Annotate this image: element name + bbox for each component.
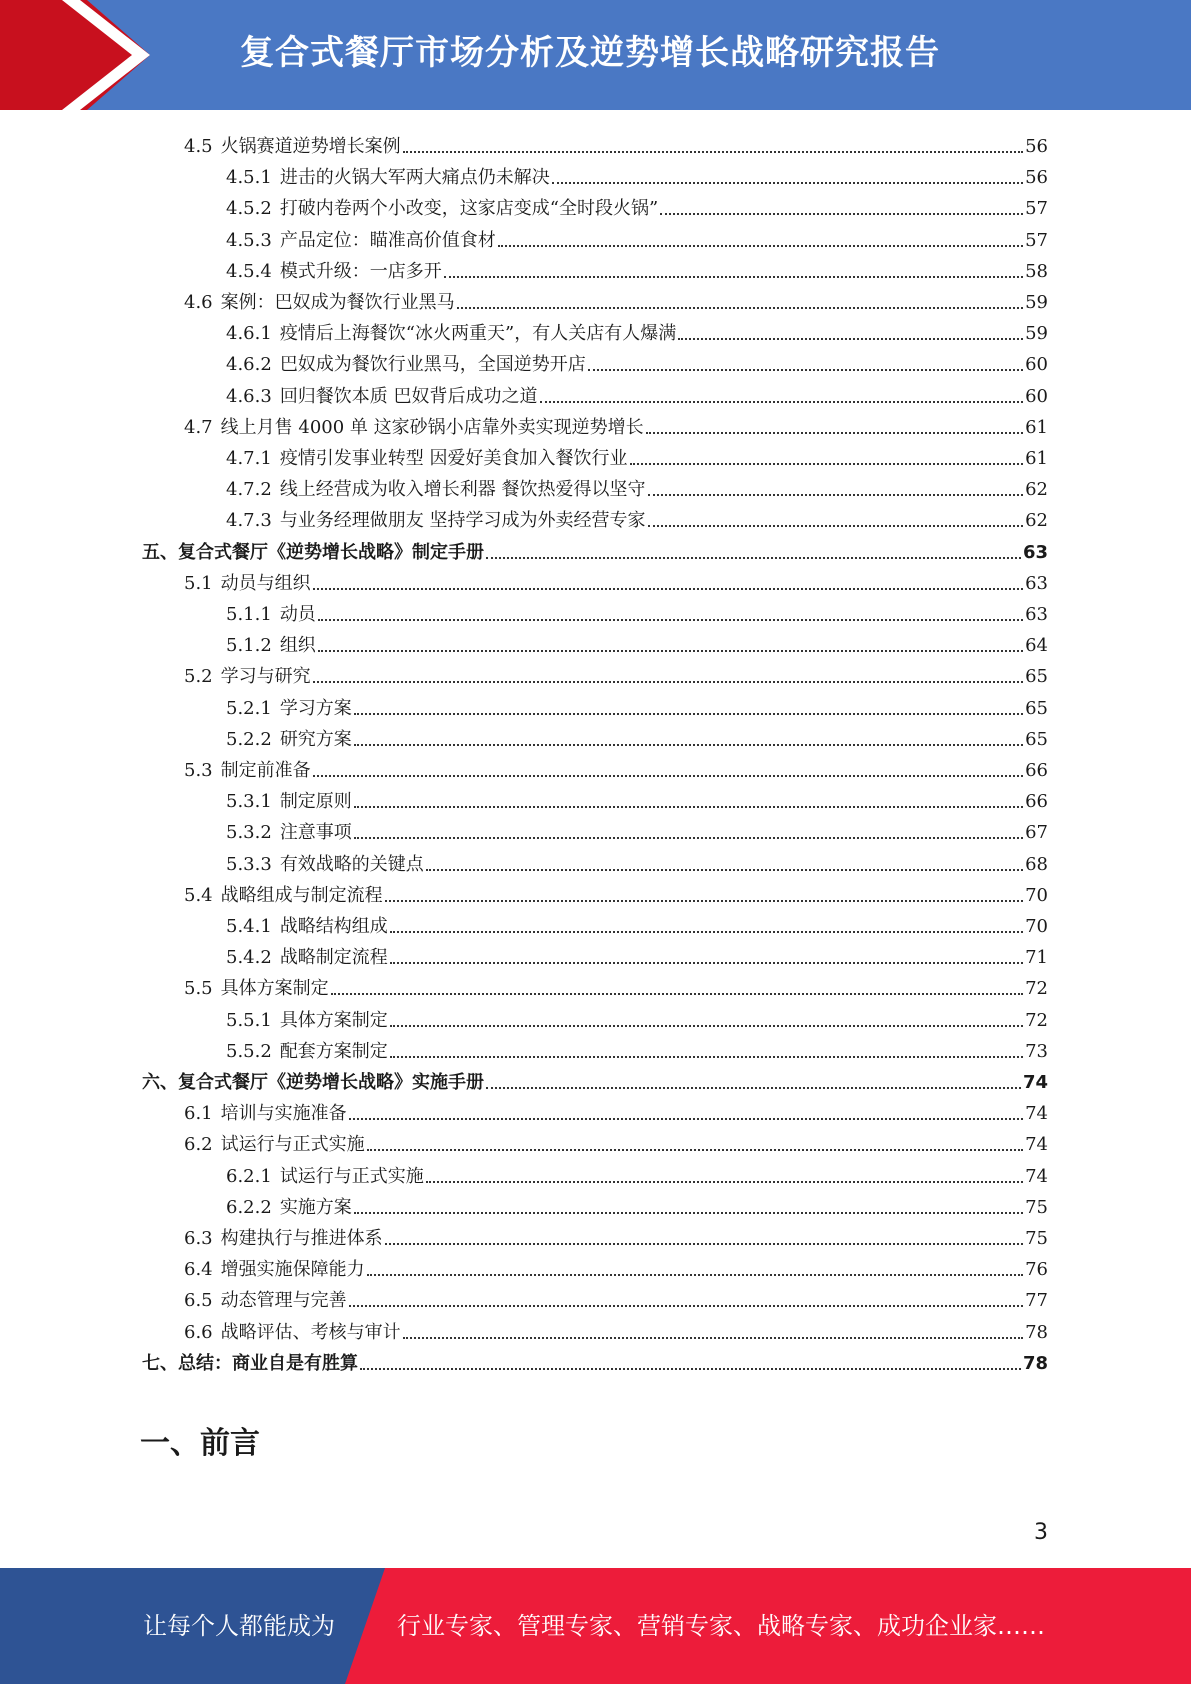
section-heading: 一、前言 [140,1426,260,1461]
toc-entry[interactable] [226,252,1048,283]
footer-roles: 行业专家、管理专家、营销专家、战略专家、成功企业家…… [397,1612,1045,1640]
toc-page-number: 68 [1025,853,1048,875]
toc-leader-dots [367,1274,1023,1276]
toc-leader-dots [354,713,1023,715]
toc-page-number: 57 [1025,229,1048,251]
toc-number: 4.7.2 [226,479,272,501]
toc-leader-dots [646,432,1023,434]
toc-number: 4.6.3 [226,385,272,407]
toc-title: 增强实施保障能力 [220,1259,365,1281]
toc-page-number: 70 [1025,884,1048,906]
toc-leader-dots [354,744,1023,746]
header-red-block [0,0,150,110]
page-number: 3 [1034,1520,1048,1545]
toc-entry[interactable] [226,813,1048,844]
toc-leader-dots [444,276,1023,278]
toc-page-number: 78 [1025,1321,1048,1343]
toc-title: 研究方案 [279,728,352,750]
toc-leader-dots [552,182,1023,184]
toc-entry[interactable] [226,221,1048,252]
header-banner [0,0,1191,110]
toc-number: 6.5 [184,1290,213,1312]
toc-leader-dots [367,1149,1023,1151]
toc-title: 动态管理与完善 [220,1290,347,1312]
toc-number: 4.7 [184,416,213,438]
toc-leader-dots [588,369,1023,371]
toc-number: 5.2.2 [226,728,272,750]
toc-title: 回归餐饮本质 巴奴背后成功之道 [279,385,538,407]
toc-entry[interactable] [226,439,1048,470]
toc-title: 培训与实施准备 [220,1103,347,1125]
toc-page-number: 74 [1025,1103,1048,1125]
toc-title: 制定原则 [279,791,352,813]
toc-page-number: 65 [1025,697,1048,719]
toc-title: 构建执行与推进体系 [220,1228,383,1249]
toc-title: 线上经营成为收入增长利器 餐饮热爱得以坚守 [279,479,646,501]
toc-title: 制定前准备 [220,760,311,781]
toc-title: 案例：巴奴成为餐饮行业黑马 [220,292,455,313]
toc-leader-dots [630,463,1024,465]
toc-leader-dots [648,494,1024,496]
toc-leader-dots [403,1337,1023,1339]
toc-entry[interactable] [184,969,1048,1000]
toc-page-number: 61 [1025,416,1048,438]
toc-title: 学习与研究 [220,666,311,688]
toc-entry[interactable] [226,720,1048,751]
toc-number: 4.5.3 [226,229,272,251]
toc-number: 4.5.2 [226,198,272,220]
toc-number: 5.5 [184,978,213,1000]
toc-page-number: 70 [1025,916,1048,937]
toc-title: 具体方案制定 [279,1009,388,1031]
toc-page-number: 66 [1025,791,1048,813]
toc-title: 动员 [279,604,316,625]
toc-number: 4.6.2 [226,354,272,376]
toc-number: 6.1 [184,1103,213,1125]
toc-number: 4.6.1 [226,323,272,345]
toc-page-number: 60 [1025,354,1048,376]
toc-number: 5.5.2 [226,1040,272,1062]
toc-leader-dots [385,900,1023,902]
toc-page-number: 64 [1025,635,1048,657]
toc-leader-dots [354,1212,1023,1214]
toc-number: 6.4 [184,1259,213,1281]
toc-entry[interactable] [226,845,1048,876]
toc-leader-dots [354,837,1023,839]
toc-entry[interactable] [226,907,1048,938]
toc-leader-dots [360,1368,1021,1370]
toc-number: 5.2.1 [226,697,272,719]
toc-page-number: 74 [1025,1134,1048,1156]
toc-page-number: 72 [1025,1009,1048,1031]
toc-leader-dots [390,931,1023,933]
toc-title: 疫情后上海餐饮“冰火两重天”，有人关店有人爆满 [279,323,677,345]
toc-number: 4.6 [184,292,213,313]
toc-entry[interactable] [226,1157,1048,1188]
toc-page-number: 62 [1025,479,1048,501]
toc-leader-dots [390,1056,1023,1058]
toc-page-number: 62 [1025,510,1048,532]
toc-page-number: 56 [1025,167,1048,189]
toc-page-number: 65 [1025,666,1048,688]
toc-page-number: 63 [1025,572,1048,594]
toc-number: 5.4.1 [226,916,272,937]
toc-entry[interactable] [226,470,1048,501]
toc-title: 战略结构组成 [279,916,388,937]
toc-entry[interactable] [184,1281,1048,1312]
toc-leader-dots [678,338,1023,340]
toc-entry[interactable] [184,657,1048,688]
toc-entry[interactable] [184,1219,1048,1250]
toc-entry[interactable] [184,751,1048,782]
toc-entry[interactable] [184,1125,1048,1156]
toc-entry[interactable] [226,595,1048,626]
toc-number: 5.4.2 [226,947,272,969]
toc-entry[interactable] [184,1094,1048,1125]
toc-entry[interactable] [184,127,1048,158]
toc-entry[interactable] [226,345,1048,376]
toc-leader-dots [426,869,1023,871]
toc-entry[interactable] [184,564,1048,595]
toc-title: 注意事项 [279,822,352,844]
toc-page-number: 63 [1025,604,1048,625]
toc-title: 打破内卷两个小改变，这家店变成“全时段火锅” [279,198,659,220]
toc-entry[interactable] [226,1032,1048,1063]
toc-title: 战略评估、考核与审计 [220,1321,401,1343]
toc-number: 5.1.1 [226,604,272,625]
toc-title: 组织 [279,635,316,657]
footer-slogan: 让每个人都能成为 [143,1612,335,1640]
toc-page-number: 67 [1025,822,1048,844]
toc-entry[interactable] [226,782,1048,813]
toc-number: 4.7.1 [226,448,272,469]
toc-entry[interactable] [226,1001,1048,1032]
toc-leader-dots [457,307,1023,309]
toc-entry[interactable] [184,1250,1048,1281]
toc-number: 5.2 [184,666,213,688]
toc-title: 五、复合式餐厅《逆势增长战略》制定手册 [142,541,484,563]
toc-entry[interactable] [226,314,1048,345]
toc-chapter-entry[interactable] [142,1063,1048,1094]
toc-page-number: 57 [1025,198,1048,220]
toc-page-number: 60 [1025,385,1048,407]
toc-entry[interactable] [184,876,1048,907]
toc-number: 6.6 [184,1321,213,1343]
toc-title: 火锅赛道逆势增长案例 [220,136,401,157]
toc-title: 线上月售 4000 单 这家砂锅小店靠外卖实现逆势增长 [220,416,644,438]
toc-page-number: 75 [1025,1196,1048,1218]
toc-number: 5.3 [184,760,213,781]
toc-title: 模式升级：一店多开 [279,260,442,282]
toc-leader-dots [349,1305,1023,1307]
toc-title: 实施方案 [279,1196,352,1218]
toc-page-number: 66 [1025,760,1048,781]
toc-entry[interactable] [226,1188,1048,1219]
toc-number: 5.3.1 [226,791,272,813]
toc-entry[interactable] [226,938,1048,969]
toc-title: 产品定位：瞄准高价值食材 [279,229,496,251]
toc-page-number: 63 [1022,541,1048,563]
toc-entry[interactable] [226,189,1048,220]
toc-leader-dots [648,525,1024,527]
toc-entry[interactable] [226,158,1048,189]
toc-page-number: 72 [1025,978,1048,1000]
toc-title: 配套方案制定 [279,1040,388,1062]
toc-number: 5.4 [184,884,213,906]
toc-page-number: 77 [1025,1290,1048,1312]
toc-title: 战略制定流程 [279,947,388,969]
toc-leader-dots [318,619,1023,621]
toc-number: 5.3.2 [226,822,272,844]
toc-leader-dots [486,557,1021,559]
toc-leader-dots [390,1025,1023,1027]
footer-banner [0,1568,1191,1684]
toc-entry[interactable] [226,626,1048,657]
toc-leader-dots [349,1118,1023,1120]
toc-page-number: 61 [1025,448,1048,469]
toc-number: 6.2 [184,1134,213,1156]
toc-entry[interactable] [226,501,1048,532]
toc-entry[interactable] [226,689,1048,720]
toc-leader-dots [313,681,1023,683]
toc-entry[interactable] [184,1313,1048,1344]
toc-number: 5.5.1 [226,1009,272,1031]
toc-leader-dots [331,993,1023,995]
toc-title: 与业务经理做朋友 坚持学习成为外卖经营专家 [279,510,646,532]
toc-number: 5.1 [184,572,213,594]
toc-page-number: 76 [1025,1259,1048,1281]
toc-page-number: 59 [1025,323,1048,345]
toc-page-number: 65 [1025,728,1048,750]
toc-title: 七、总结：商业自是有胜算 [142,1352,358,1374]
toc-number: 4.7.3 [226,510,272,532]
toc-title: 巴奴成为餐饮行业黑马，全国逆势开店 [279,354,586,376]
toc-leader-dots [403,151,1023,153]
toc-number: 6.2.2 [226,1196,272,1218]
toc-page-number: 59 [1025,292,1048,313]
toc-title: 进击的火锅大军两大痛点仍未解决 [279,167,550,189]
toc-title: 战略组成与制定流程 [220,884,383,906]
toc-title: 试运行与正式实施 [220,1134,365,1156]
toc-chapter-entry[interactable] [142,533,1048,564]
toc-chapter-entry[interactable] [142,1344,1048,1375]
toc-leader-dots [540,401,1024,403]
toc-page-number: 71 [1025,947,1048,969]
toc-leader-dots [313,775,1023,777]
toc-title: 试运行与正式实施 [279,1165,424,1187]
toc-page-number: 74 [1022,1072,1048,1093]
toc-number: 4.5.4 [226,260,272,282]
document-title: 复合式餐厅市场分析及逆势增长战略研究报告 [240,33,940,73]
toc-leader-dots [313,588,1023,590]
toc-page-number: 74 [1025,1165,1048,1187]
toc-title: 学习方案 [279,697,352,719]
toc-page-number: 56 [1025,136,1048,157]
toc-entry[interactable] [184,408,1048,439]
toc-title: 六、复合式餐厅《逆势增长战略》实施手册 [142,1072,484,1093]
toc-title: 有效战略的关键点 [279,853,424,875]
toc-number: 4.5 [184,136,213,157]
toc-number: 6.2.1 [226,1165,272,1187]
toc-title: 疫情引发事业转型 因爱好美食加入餐饮行业 [279,448,628,469]
toc-number: 6.3 [184,1228,213,1249]
toc-leader-dots [498,245,1023,247]
toc-entry[interactable] [184,283,1048,314]
toc-entry[interactable] [226,377,1048,408]
toc-title: 动员与组织 [220,572,311,594]
toc-page-number: 58 [1025,260,1048,282]
toc-page-number: 75 [1025,1228,1048,1249]
toc-title: 具体方案制定 [220,978,329,1000]
toc-page-number: 78 [1022,1352,1048,1374]
toc-number: 5.1.2 [226,635,272,657]
toc-leader-dots [385,1243,1023,1245]
toc-leader-dots [354,806,1023,808]
toc-number: 4.5.1 [226,167,272,189]
toc-leader-dots [426,1181,1023,1183]
toc-number: 5.3.3 [226,853,272,875]
toc-leader-dots [390,962,1023,964]
toc-leader-dots [318,650,1023,652]
toc-leader-dots [486,1087,1021,1089]
toc-page-number: 73 [1025,1040,1048,1062]
toc-leader-dots [660,213,1023,215]
